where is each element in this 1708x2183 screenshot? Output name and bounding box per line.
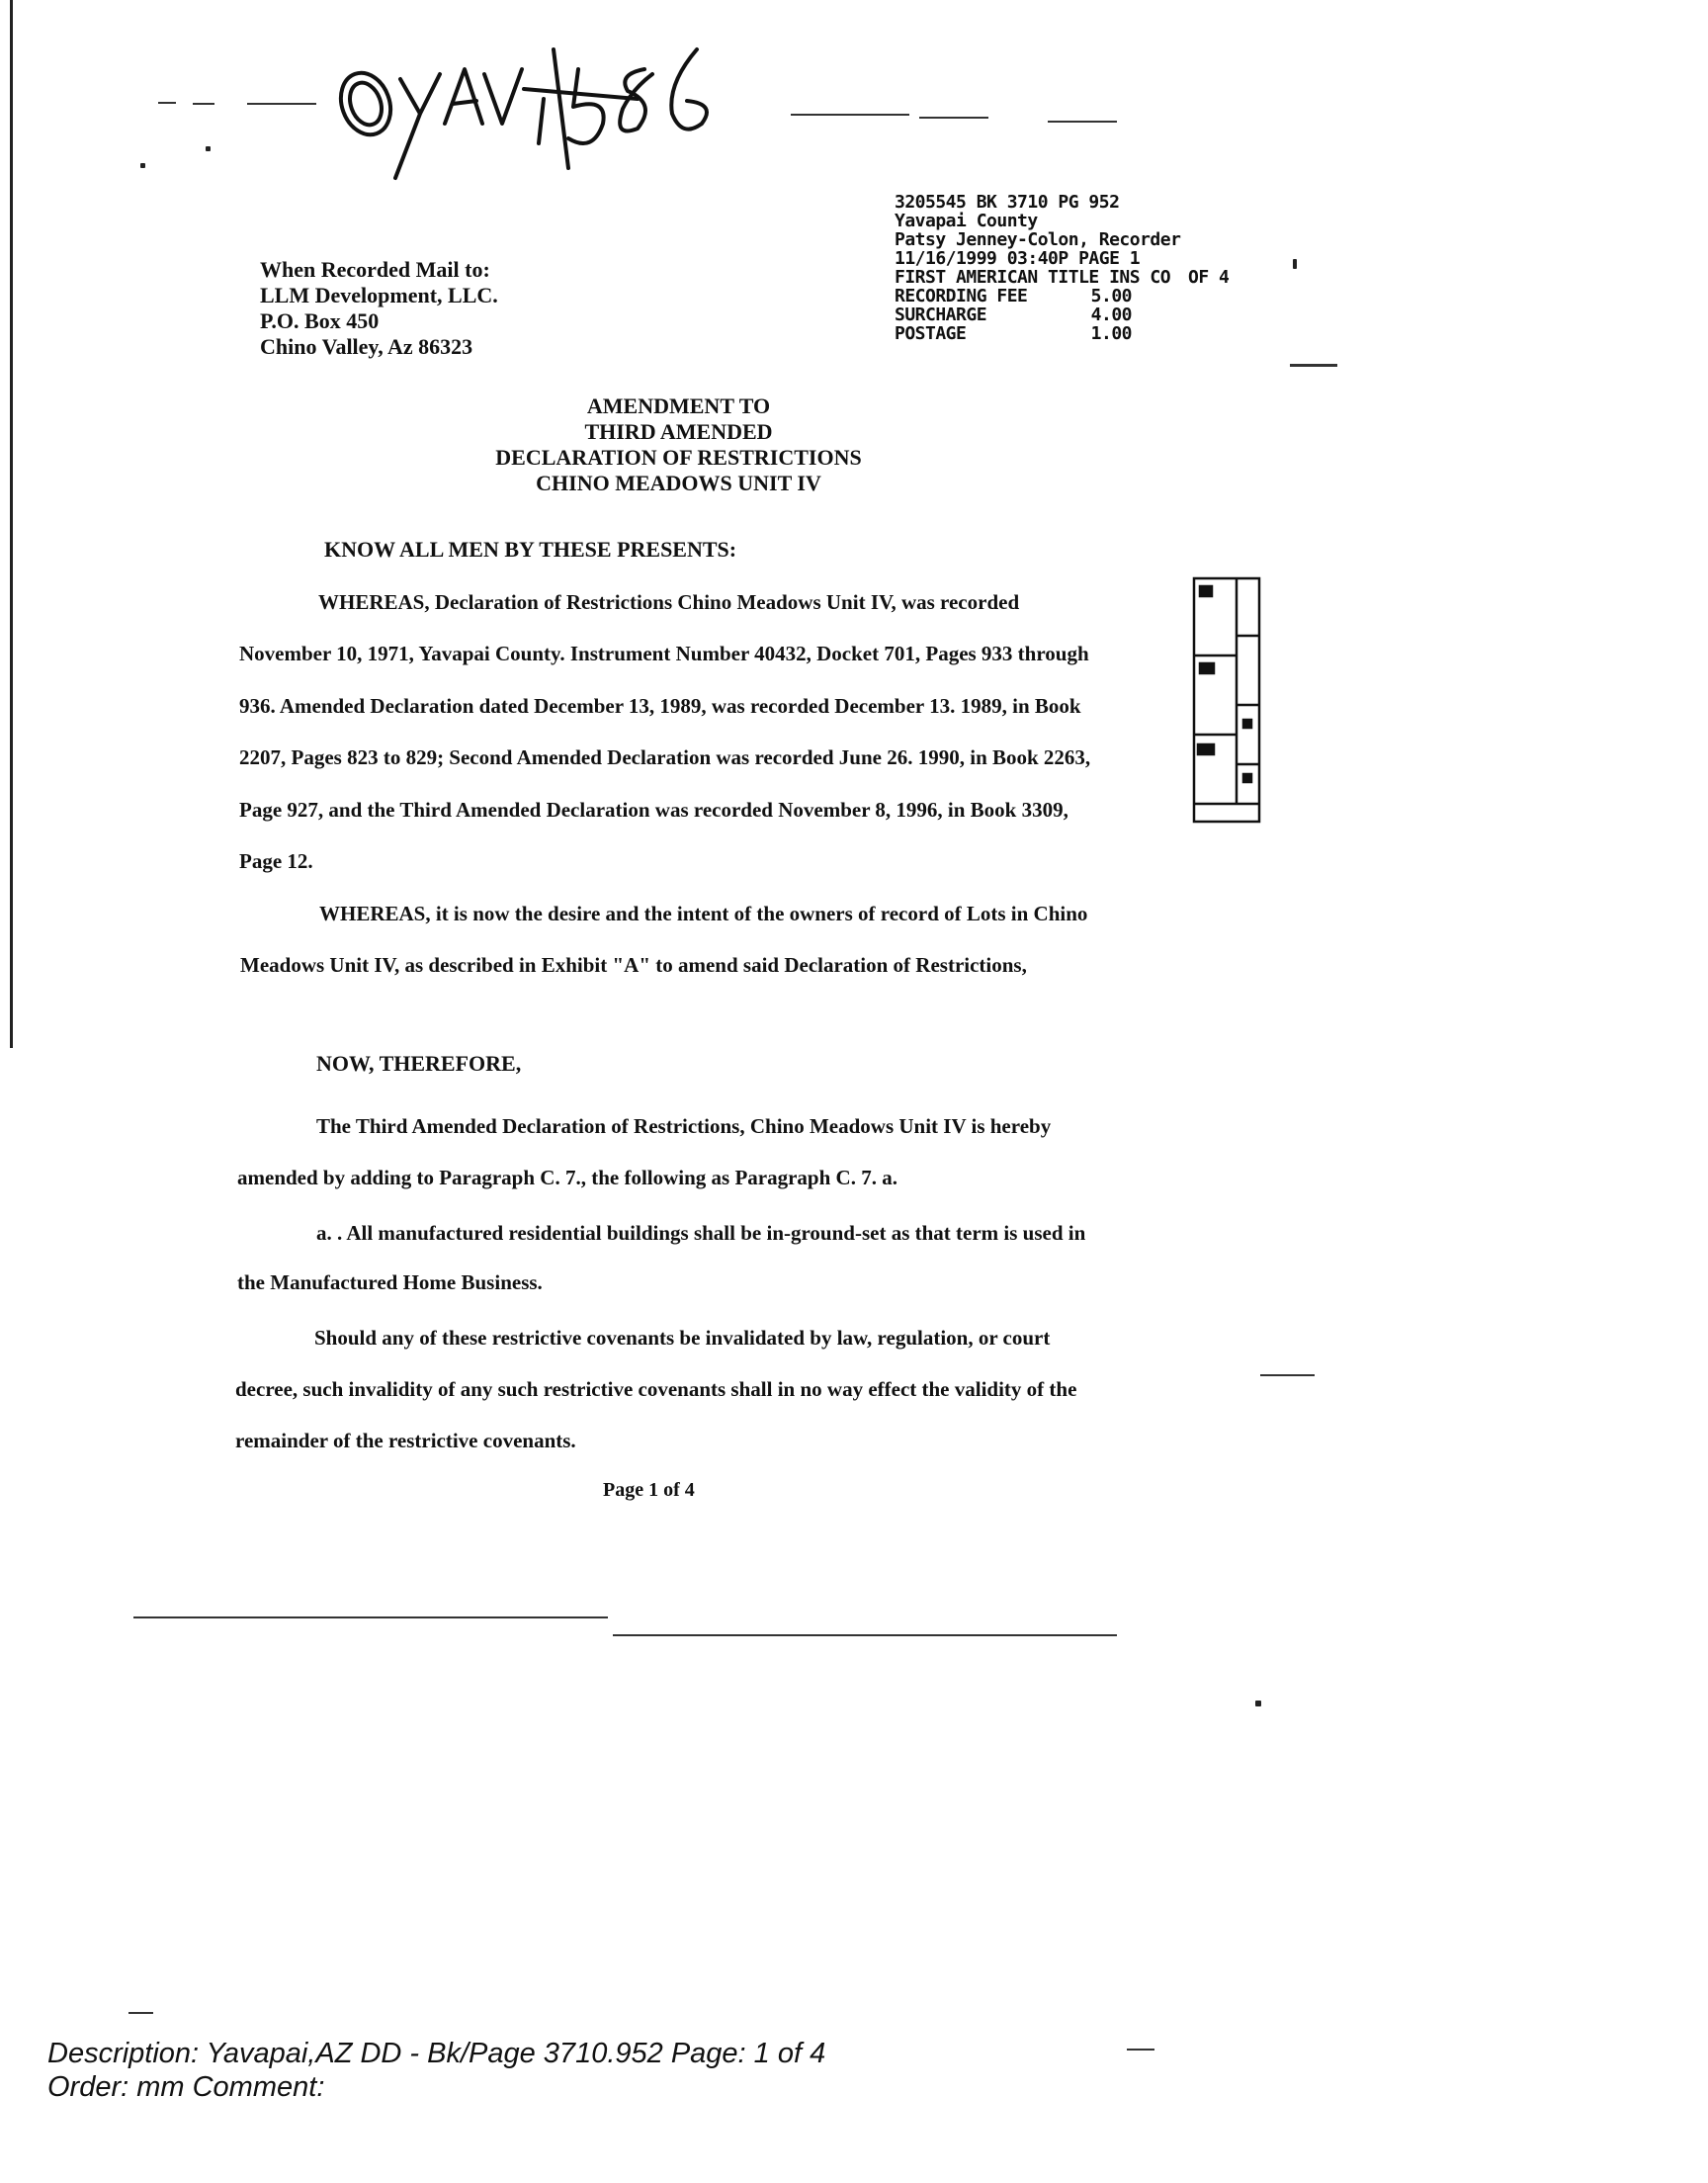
document-title — [0, 393, 1357, 496]
scan-artifact — [1260, 1374, 1315, 1376]
return-address-block — [260, 257, 498, 360]
scan-edge-line — [10, 0, 13, 1048]
fee-label: SURCHARGE — [895, 305, 987, 325]
return-address-line: P.O. Box 450 — [260, 308, 380, 333]
whereas-paragraph-1 — [239, 576, 1099, 887]
scan-artifact — [1127, 2049, 1154, 2051]
paragraph-text: Should any of these restrictive covenants be invalidated by law, regulation, or court decree, such invalidity of any such restrictive covenants shall in no way effect the validity of the remainder of the restrictive covenants. — [235, 1326, 1077, 1452]
scan-artifact — [1293, 259, 1297, 269]
whereas-paragraph-2 — [240, 888, 1102, 991]
fee-value: 1.00 — [1090, 323, 1132, 344]
scan-artifact — [791, 114, 909, 116]
title-line: THIRD AMENDED — [584, 419, 773, 444]
stamp-fee-row — [895, 324, 1250, 343]
margin-ledger-box — [1192, 576, 1261, 824]
handwritten-annotation — [326, 30, 741, 218]
footer-order: Order: mm Comment: — [47, 2071, 325, 2103]
paragraph-text: WHEREAS, it is now the desire and the intent of the owners of record of Lots in Chino Meadows Unit IV, as described in Exhibit "A" to amend said Declaration of Restrictions, — [240, 902, 1088, 977]
paragraph-text: The Third Amended Declaration of Restrictions, Chino Meadows Unit IV is hereby amended by adding to Paragraph C. 7., the following as Paragraph C. 7. a. — [237, 1114, 1052, 1189]
severability-paragraph — [235, 1312, 1085, 1466]
scan-artifact — [158, 102, 176, 104]
return-address-line: LLM Development, LLC. — [260, 283, 498, 307]
recording-stamp — [895, 193, 1250, 343]
know-all-heading: KNOW ALL MEN BY THESE PRESENTS: — [324, 537, 737, 562]
stamp-county: Yavapai County — [895, 211, 1038, 231]
stamp-title-company: FIRST AMERICAN TITLE INS CO — [895, 267, 1171, 288]
stamp-fee-row — [895, 287, 1250, 306]
stamp-of-pages: OF 4 — [1188, 267, 1230, 288]
title-line: DECLARATION OF RESTRICTIONS — [495, 445, 862, 470]
paragraph-text: WHEREAS, Declaration of Restrictions Chino Meadows Unit IV, was recorded November 10, 1971, Yavapai County. Instrument Number 40432, Docket 701, Pages 933 through 936. Amended Declaration dated December 13, 1989, was recorded December 13. 1989, in Book 2207, Pages 823 to 829; Second Amended Declaration was recorded June 26. 1990, in Book 2263, Page 927, and the Third Amended Declaration was recorded November 8, 1996, in Book 3309, Page 12. — [239, 590, 1091, 874]
scan-artifact — [1048, 121, 1117, 123]
stamp-recorder: Patsy Jenney-Colon, Recorder — [895, 229, 1181, 250]
scan-artifact — [128, 2012, 153, 2014]
scan-artifact — [613, 1634, 1117, 1636]
scan-artifact — [1255, 1701, 1261, 1706]
scan-artifact — [193, 103, 214, 105]
scan-artifact — [206, 146, 211, 151]
title-line: AMENDMENT TO — [586, 393, 771, 418]
scan-artifact — [1290, 364, 1337, 367]
fee-value: 4.00 — [1090, 305, 1132, 325]
stamp-instrument-line: 3205545 BK 3710 PG 952 — [895, 192, 1120, 213]
return-address-heading: When Recorded Mail to: — [260, 257, 490, 282]
paragraph-c7a — [237, 1208, 1087, 1307]
title-line: CHINO MEADOWS UNIT IV — [536, 471, 821, 495]
paragraph-text: a. . All manufactured residential buildings shall be in-ground-set as that term is used in the Manufactured Home Business. — [237, 1221, 1086, 1294]
stamp-fee-row — [895, 306, 1250, 324]
now-therefore-heading: NOW, THEREFORE, — [316, 1051, 522, 1076]
scan-artifact — [133, 1616, 608, 1618]
return-address-line: Chino Valley, Az 86323 — [260, 334, 473, 359]
fee-label: POSTAGE — [895, 323, 967, 344]
footer-description-block — [47, 2037, 825, 2104]
page-number: Page 1 of 4 — [603, 1479, 695, 1501]
scan-artifact — [247, 103, 316, 105]
amendment-paragraph — [237, 1100, 1087, 1203]
scan-artifact — [919, 117, 988, 119]
footer-description: Description: Yavapai,AZ DD - Bk/Page 3710.952 Page: 1 of 4 — [47, 2038, 826, 2069]
fee-value: 5.00 — [1090, 286, 1132, 306]
scan-artifact — [140, 163, 145, 168]
stamp-datetime: 11/16/1999 03:40P PAGE 1 — [895, 248, 1141, 269]
fee-label: RECORDING FEE — [895, 286, 1028, 306]
